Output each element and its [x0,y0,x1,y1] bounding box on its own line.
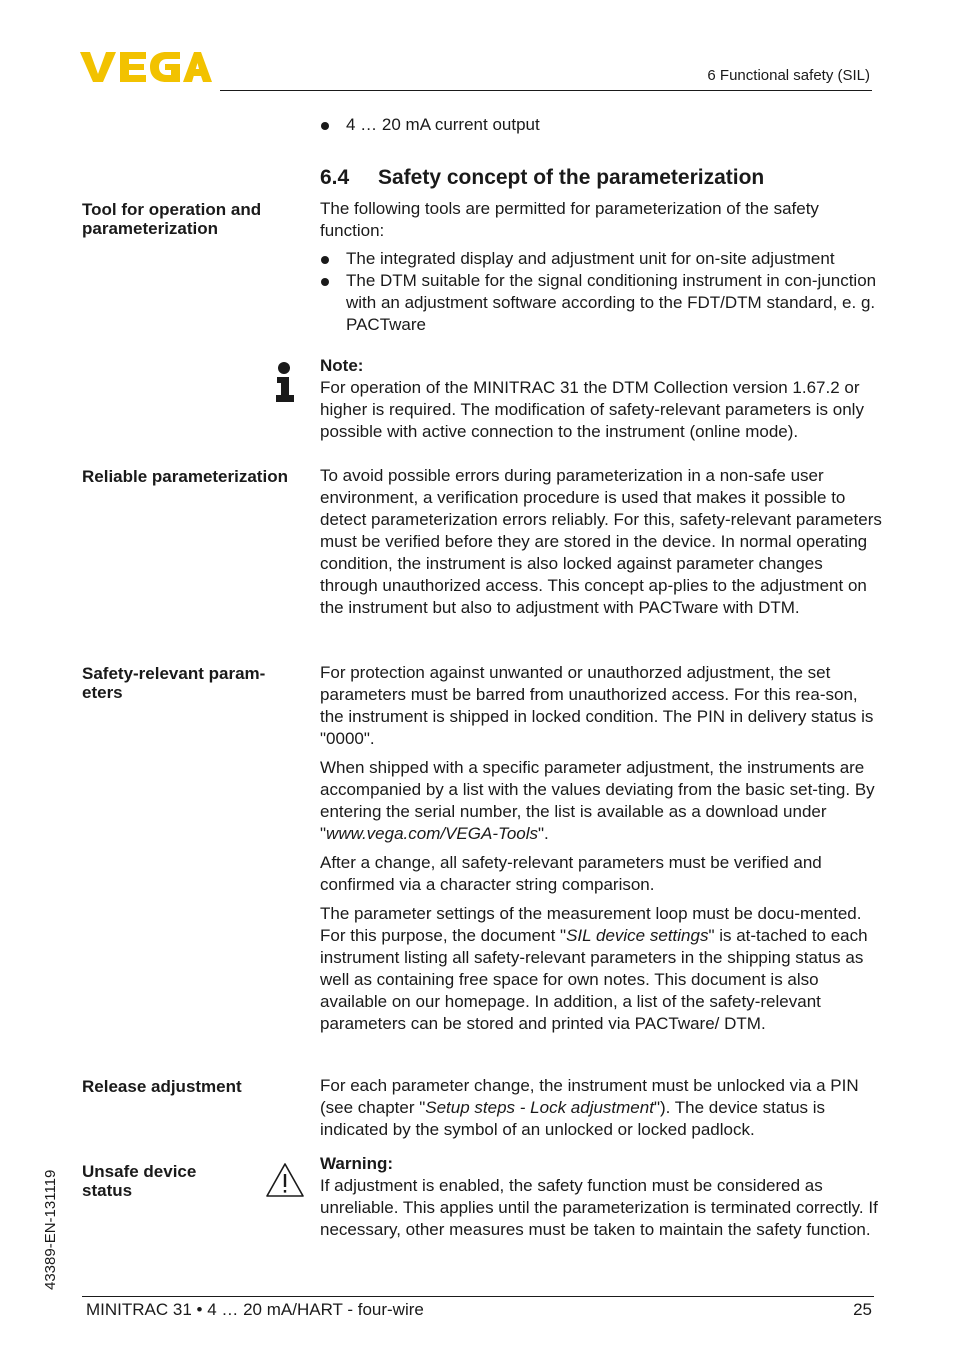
list-item: 4 … 20 mA current output [320,114,882,136]
text-run: For each parameter change, the instrument must be unlocked via a PIN (see chapter " [320,1076,859,1117]
document-id: 43389-EN-131119 [42,1169,59,1290]
reliable-content [320,465,882,619]
text-run: ". [538,824,549,843]
text-run: When shipped with a specific parameter adjustment, the instruments are accompanied by a list with the values deviating from the basic set-ting. By entering the serial number, the list is available as a download under " [320,758,875,843]
header-section-title: 6 Functional safety (SIL) [707,67,870,84]
margin-label-safety-params: Safety-relevant param-eters [82,664,266,702]
release-text [320,1075,882,1141]
section-title: Safety concept of the parameterization [378,166,765,189]
tool-content [320,198,882,336]
vega-logo [80,50,212,84]
warning-icon [265,1162,305,1198]
document-name: SIL device settings [566,926,709,945]
note-block [320,355,882,443]
safety-params-p4 [320,903,882,1035]
section-heading [320,166,764,190]
reliable-text: To avoid possible errors during parameterization in a non-safe user environment, a verification procedure is used that makes it possible to detect parameterization errors reliably. For this, safety-relevant parameters must be verified before they are stored in the device. In normal operating condition, the instrument is also locked against parameter changes through unauthorized access. This concept ap-plies to the adjustment on the instrument but also to adjustment with PACTware with DTM. [320,466,882,617]
safety-params-p3: After a change, all safety-relevant parameters must be verified and confirmed via a character string comparison. [320,853,822,894]
chapter-reference: Setup steps - Lock adjustment [425,1098,654,1117]
header-divider [220,90,872,91]
text-run: " is at-tached to each instrument listing all safety-relevant parameters in the shipping status as well as containing free space for own notes. This document is also available on our homepage. In addition, a list of the safety-relevant parameters can be stored and printed via PACTware/ DTM. [320,926,868,1033]
margin-label-release: Release adjustment [82,1077,242,1096]
list-item: The integrated display and adjustment unit for on-site adjustment [320,248,882,270]
footer-product: MINITRAC 31 • 4 … 20 mA/HART - four-wire [86,1300,424,1319]
download-link[interactable]: www.vega.com/VEGA-Tools [326,824,538,843]
text-run: "). The device status is indicated by the symbol of an unlocked or locked padlock. [320,1098,826,1139]
footer-divider [82,1296,874,1297]
page-number: 25 [853,1300,872,1319]
note-title: Note: [320,356,364,375]
margin-label-unsafe: Unsafe device status [82,1162,197,1200]
tool-intro: The following tools are permitted for parameterization of the safety function: [320,199,819,240]
safety-params-p2 [320,757,882,845]
warning-title: Warning: [320,1154,394,1173]
safety-params-content [320,662,882,1035]
warning-block [320,1153,882,1241]
safety-params-p1: For protection against unwanted or unauthorzed adjustment, the set parameters must be barred from unauthorized access. For this rea-son, the instrument is shipped in locked condition. The PIN in delivery status is "0000". [320,663,874,748]
text-run: The parameter settings of the measurement loop must be docu-mented. For this purpose, the document " [320,904,862,945]
section-number: 6.4 [320,166,350,189]
note-text: For operation of the MINITRAC 31 the DTM Collection version 1.67.2 or higher is required. The modification of safety-relevant parameters is only possible with active connection to the instrument (online mode). [320,378,864,441]
list-item: The DTM suitable for the signal conditioning instrument in con-junction with an adjustment software according to the FDT/DTM standard, e. g. PACTware [320,270,882,336]
intro-list [320,114,882,136]
warning-text: If adjustment is enabled, the safety function must be considered as unreliable. This applies until the parameterization is terminated correctly. If necessary, other measures must be taken to maintain the safety function. [320,1176,878,1239]
margin-label-reliable: Reliable parameterization [82,467,288,486]
info-icon [274,362,296,402]
release-content [320,1075,882,1141]
margin-label-tool: Tool for operation and parameterization [82,200,262,238]
